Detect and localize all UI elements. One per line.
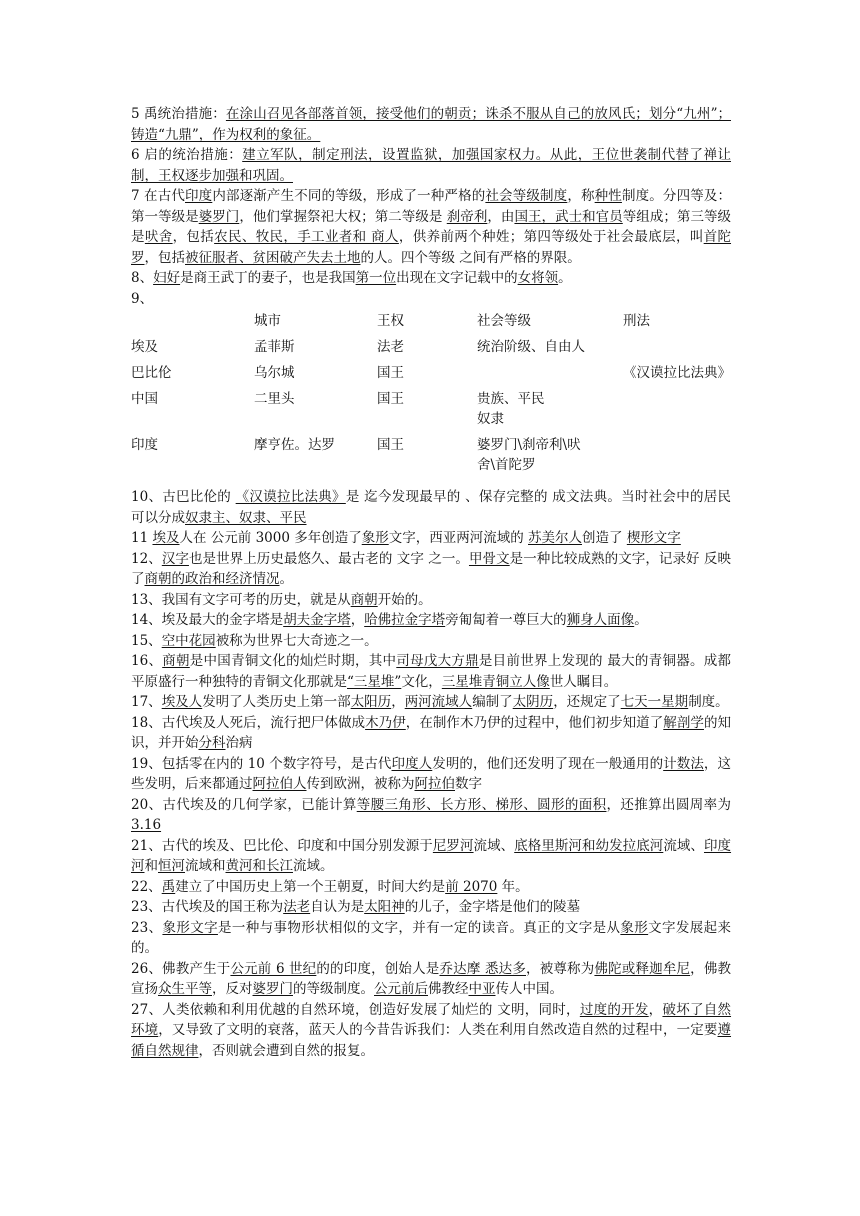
underlined-text: “三星堆” bbox=[347, 673, 402, 690]
underlined-text: 埃及人 bbox=[161, 694, 203, 710]
paragraph bbox=[131, 487, 731, 528]
paragraph bbox=[131, 959, 731, 1000]
underlined-text: 哈佛拉金字塔 bbox=[364, 612, 446, 628]
text-span: 发明了人类历史上第一部 bbox=[202, 694, 351, 710]
text-span: 世人瞩目。 bbox=[549, 673, 618, 690]
table-row bbox=[131, 337, 731, 363]
text-span: ，佛教宣扬 bbox=[131, 960, 732, 997]
underlined-text: 妇好 bbox=[153, 270, 181, 286]
paragraph bbox=[131, 1000, 731, 1062]
text-span: 传到欧洲，被称为 bbox=[306, 776, 415, 792]
underlined-text: 中亚 bbox=[468, 981, 496, 997]
table-cell: 贵族、平民 奴隶 bbox=[477, 391, 545, 427]
paragraph bbox=[131, 754, 731, 795]
table-cell: 乌尔城 bbox=[254, 365, 295, 381]
text-span: 佛教经 bbox=[428, 981, 469, 997]
text-span: 。 bbox=[634, 612, 648, 628]
text-span: 流域和 bbox=[185, 858, 226, 874]
underlined-text: 前 2070 bbox=[445, 878, 498, 895]
text-span: 14、埃及最大的金字塔是 bbox=[131, 612, 284, 628]
text-span: 人在 公元前 3000 多年创造了 bbox=[179, 530, 362, 546]
text-span: ，供养前两个种姓；第四等级处于社会最底层，叫 bbox=[398, 229, 704, 245]
table-cell: 国王 bbox=[377, 365, 404, 381]
underlined-text: 尼罗河 bbox=[432, 837, 474, 854]
text-span: ，还规定了 bbox=[553, 694, 621, 710]
paragraph bbox=[131, 186, 731, 268]
table-cell: 法老 bbox=[377, 339, 404, 355]
text-span: 传人中国。 bbox=[495, 981, 563, 997]
table-cell: 中国 bbox=[131, 391, 158, 407]
text-span: ， bbox=[648, 1001, 663, 1018]
text-span: 流域、 bbox=[663, 837, 704, 854]
table-header-row bbox=[131, 311, 731, 337]
underlined-text: 商朝的政治和经济情况 bbox=[144, 571, 280, 587]
text-span: 创造了 bbox=[582, 530, 627, 546]
text-span: 。 bbox=[558, 270, 572, 286]
underlined-text: 象形 bbox=[620, 919, 649, 936]
underlined-text: 汉字 bbox=[161, 550, 189, 567]
text-span: 23、古代埃及的国王称为 bbox=[131, 899, 284, 915]
underlined-text: 七天一星期 bbox=[620, 694, 689, 710]
underlined-text: 法老 bbox=[283, 899, 311, 915]
text-span: 18、古代埃及人死后，流行把尸体做成 bbox=[131, 714, 366, 731]
text-span: 是 迄今发现最早的 、保存完整的 成文法典。当时社会中的居民可以分成 bbox=[131, 489, 732, 526]
text-span: 等组成；第三等级是 bbox=[131, 208, 732, 245]
underlined-text: 印度河 bbox=[131, 837, 732, 874]
text-span: 是商王武丁的妻子，也是我国 bbox=[180, 270, 356, 286]
underlined-text: 商朝 bbox=[350, 591, 378, 608]
underlined-text: 奴隶主、奴隶、平民 bbox=[185, 509, 307, 526]
table-cell: 二里头 bbox=[254, 391, 295, 407]
table-cell bbox=[623, 435, 731, 481]
paragraph bbox=[131, 836, 731, 877]
text-span: 的儿子，金字塔是他们的陵墓 bbox=[404, 899, 581, 915]
underlined-text: 众生平等 bbox=[158, 981, 212, 997]
underlined-text: 阿拉伯 bbox=[414, 776, 455, 792]
underlined-text: 首陀罗 bbox=[131, 229, 732, 266]
text-span: 治病 bbox=[225, 735, 253, 751]
underlined-text: 吠舍 bbox=[144, 229, 173, 245]
table-cell: 统治阶级、自由人 bbox=[477, 339, 585, 355]
text-span: 旁匍匐着一尊巨大的 bbox=[445, 612, 567, 628]
table-cell: 国王 bbox=[377, 391, 404, 407]
underlined-text: 佛陀或释迦牟尼 bbox=[594, 960, 691, 977]
table-header-cell: 社会等级 bbox=[477, 313, 531, 329]
underlined-text: 社会等级制度 bbox=[485, 188, 568, 204]
text-span: 和 bbox=[144, 858, 158, 874]
underlined-text: 《汉谟拉比法典》 bbox=[235, 489, 346, 505]
text-span: 是中国青铜文化的灿烂时期，其中 bbox=[189, 653, 397, 669]
text-span: 7 在古代 bbox=[131, 188, 185, 204]
text-span: 制度。 bbox=[688, 694, 729, 710]
underlined-text: 3.16 bbox=[131, 817, 162, 833]
underlined-text: 恒河 bbox=[158, 858, 185, 874]
paragraph bbox=[131, 590, 731, 611]
table-cell: 孟菲斯 bbox=[254, 339, 295, 355]
table-header-cell: 城市 bbox=[254, 313, 281, 329]
text-span: 9、 bbox=[131, 290, 154, 307]
paragraph bbox=[131, 713, 731, 754]
paragraphs-bottom bbox=[131, 487, 736, 1061]
text-span: 的知识，并开始 bbox=[131, 714, 732, 751]
table-cell: 印度 bbox=[131, 437, 158, 453]
text-span: ，被尊称为 bbox=[526, 960, 595, 977]
paragraph bbox=[131, 104, 731, 145]
underlined-text: 过度的开发 bbox=[579, 1001, 649, 1018]
underlined-text: 建立军队，制定刑法，设置监狱，加强国家权力。从此，王位世袭制代替了禅让制，王权逐步加强和巩固。 bbox=[131, 147, 731, 184]
text-span: 流域、 bbox=[473, 837, 515, 854]
paragraphs-top bbox=[131, 104, 731, 309]
underlined-text: 太阴历 bbox=[512, 694, 554, 710]
underlined-text: 底格里斯河和幼发拉底河 bbox=[514, 837, 664, 854]
underlined-text: 太阳神 bbox=[364, 899, 405, 915]
underlined-text: 遵循自然规律 bbox=[131, 1022, 732, 1059]
underlined-text: 公元前后 bbox=[374, 981, 428, 997]
text-span: 编制了 bbox=[472, 694, 513, 710]
text-span: 15、 bbox=[131, 632, 162, 649]
text-span: 12、 bbox=[131, 550, 162, 567]
underlined-text: 狮身人面像 bbox=[566, 612, 635, 628]
text-span: 6 启的统治措施： bbox=[131, 147, 243, 163]
underlined-text: 解剖学 bbox=[663, 714, 704, 731]
text-span: 年。 bbox=[497, 878, 529, 895]
underlined-text: 国王，武士和官员 bbox=[514, 208, 623, 225]
underlined-text: 分科 bbox=[198, 735, 226, 751]
paragraph bbox=[131, 289, 731, 310]
text-span: ，反对 bbox=[212, 981, 253, 997]
table-row bbox=[131, 363, 731, 389]
underlined-text: 太阳历 bbox=[350, 694, 392, 710]
text-span: ，这些发明，后来都通过 bbox=[131, 755, 732, 792]
text-span: 被称为世界七大奇迹之一。 bbox=[215, 632, 378, 649]
underlined-text: 司母戊大方鼎 bbox=[396, 653, 479, 669]
text-span: ， bbox=[391, 694, 405, 710]
text-span: 是一种与事物形状相似的文字，并有一定的读音。真正的文字是从 bbox=[217, 919, 621, 936]
text-span: 是一种比较成熟的文字，记录好 反映了 bbox=[131, 550, 732, 587]
underlined-text: 象形 bbox=[361, 530, 389, 546]
text-span: 22、 bbox=[131, 878, 162, 895]
underlined-text: 计数法 bbox=[663, 755, 704, 772]
underlined-text: 黄河和长江 bbox=[225, 858, 293, 874]
text-span: ，包括 bbox=[144, 249, 185, 266]
table-row bbox=[131, 435, 731, 481]
document-page bbox=[131, 104, 736, 1061]
paragraph bbox=[131, 795, 736, 836]
underlined-text: 阿拉伯人 bbox=[252, 776, 307, 792]
text-span: ，否则就会遭到自然的报复。 bbox=[198, 1042, 374, 1059]
underlined-text: 刹帝利 bbox=[446, 208, 488, 225]
paragraph bbox=[131, 651, 731, 692]
text-span: 23、 bbox=[131, 919, 163, 936]
table-cell: 《汉谟拉比法典》 bbox=[623, 365, 731, 381]
text-span: 的人。四个等级 之间有严格的界限。 bbox=[360, 249, 581, 266]
paragraph bbox=[131, 897, 731, 918]
text-span: 也是世界上历史最悠久、最古老的 文字 之一。 bbox=[188, 550, 469, 567]
paragraph bbox=[131, 610, 731, 631]
paragraph bbox=[131, 692, 731, 713]
underlined-text: 乔达摩 悉达多 bbox=[439, 960, 527, 977]
underlined-text: 禹 bbox=[161, 878, 176, 895]
text-span: ，由 bbox=[487, 208, 515, 225]
text-span: 8、 bbox=[131, 270, 154, 286]
paragraph bbox=[131, 549, 731, 590]
table-cell: 摩亨佐。达罗 bbox=[254, 437, 335, 453]
paragraph bbox=[131, 631, 731, 652]
underlined-text: 甲骨文 bbox=[468, 550, 510, 567]
underlined-text: 胡夫金字塔 bbox=[283, 612, 351, 628]
underlined-text: 埃及 bbox=[152, 530, 180, 546]
text-span: 内部逐渐产生不同的等级，形成了一种严格的 bbox=[212, 188, 486, 204]
paragraph bbox=[131, 268, 731, 289]
text-span: ，他们掌握祭祀大权；第二等级是 bbox=[239, 208, 447, 225]
text-span: 发明的，他们还发明了现在一般通用的 bbox=[432, 755, 664, 772]
text-span: 19、包括零在内的 10 个数字符号，是古代 bbox=[131, 755, 392, 772]
text-span: 文字发展起来的。 bbox=[131, 919, 732, 956]
table-cell: 婆罗门\刹帝利\吠 舍\首陀罗 bbox=[477, 437, 581, 473]
underlined-text: 印度人 bbox=[391, 755, 433, 772]
underlined-text: 破坏了自然环境 bbox=[131, 1001, 732, 1038]
text-span: 文字，西亚两河流域的 bbox=[388, 530, 529, 546]
underlined-text: 在涂山召见各部落首领，接受他们的朝贡；诛杀不服从自己的放风氏；划分“九州”；铸造“九鼎”，作为权利的象征。 bbox=[131, 106, 731, 143]
underlined-text: 公元前 6 世纪 bbox=[230, 960, 317, 977]
paragraph bbox=[131, 145, 731, 186]
underlined-text: 等腰三角形、长方形、梯形、圆形的面积 bbox=[356, 796, 607, 813]
text-span: ，还推算出圆周率为 bbox=[606, 796, 736, 813]
table-cell: 国王 bbox=[377, 437, 404, 453]
text-span: 13、我国有文字可考的历史，就是从 bbox=[131, 591, 351, 608]
table-row bbox=[131, 389, 731, 435]
underlined-text: 第一位 bbox=[355, 270, 397, 286]
underlined-text: 三星堆青铜立人像 bbox=[441, 673, 550, 690]
underlined-text: 农民、牧民，手工业者和 商人 bbox=[214, 229, 399, 245]
text-span: ，又导致了文明的衰落，蓝天人的今昔告诉我们：人类在利用自然改造自然的过程中，一定要 bbox=[158, 1022, 718, 1038]
text-span: 27、人类依赖和利用优越的自然环境，创造好发展了灿烂的 文明，同时， bbox=[131, 1001, 580, 1018]
text-span: 文化， bbox=[401, 673, 442, 690]
table-cell bbox=[623, 389, 731, 435]
text-span: 10、古巴比伦的 bbox=[131, 489, 236, 505]
text-span: 。 bbox=[279, 571, 293, 587]
table-header-cell bbox=[131, 311, 254, 337]
table-cell bbox=[477, 363, 623, 389]
underlined-text: 苏美尔人 bbox=[528, 530, 583, 546]
paragraph bbox=[131, 528, 731, 549]
text-span: 16、 bbox=[131, 653, 163, 669]
text-span: 出现在文字记载中的 bbox=[396, 270, 518, 286]
comparison-table bbox=[131, 311, 731, 481]
underlined-text: 商朝 bbox=[162, 653, 190, 669]
text-span: 20、古代埃及的几何学家，已能计算 bbox=[131, 796, 357, 813]
text-span: 17、 bbox=[131, 694, 162, 710]
paragraph bbox=[131, 918, 731, 959]
text-span: ，称 bbox=[567, 188, 595, 204]
underlined-text: 种性 bbox=[594, 188, 622, 204]
underlined-text: 两河流域人 bbox=[404, 694, 473, 710]
underlined-text: 婆罗门 bbox=[198, 208, 240, 225]
text-span: 数字 bbox=[455, 776, 482, 792]
text-span: 26、佛教产生于 bbox=[131, 960, 231, 977]
text-span: ， bbox=[350, 612, 365, 628]
underlined-text: 象形文字 bbox=[162, 919, 218, 936]
table-cell: 埃及 bbox=[131, 339, 158, 355]
underlined-text: 女将领 bbox=[517, 270, 559, 286]
table-cell bbox=[623, 337, 731, 363]
text-span: 11 bbox=[131, 530, 153, 546]
underlined-text: 印度 bbox=[185, 188, 213, 204]
text-span: ，在制作木乃伊的过程中，他们初步知道了 bbox=[405, 714, 664, 731]
underlined-text: 被征服者、贫困破产失去土地 bbox=[185, 249, 361, 266]
text-span: 开始的。 bbox=[377, 591, 432, 608]
text-span: 建立了中国历史上第一个王朝夏，时间大约是 bbox=[175, 878, 446, 895]
underlined-text: 木乃伊 bbox=[365, 714, 406, 731]
text-span: 21、古代的埃及、巴比伦、印度和中国分别发源于 bbox=[131, 837, 433, 854]
paragraph bbox=[131, 877, 731, 898]
table-cell: 巴比伦 bbox=[131, 365, 172, 381]
text-span: 的的印度，创始人是 bbox=[316, 960, 440, 977]
underlined-text: 楔形文字 bbox=[626, 530, 681, 546]
table-header-cell: 刑法 bbox=[623, 313, 650, 329]
text-span: 自认为是 bbox=[310, 899, 365, 915]
table-header-cell: 王权 bbox=[377, 313, 404, 329]
text-span: 是目前世界上发现的 最大的青铜器。成都平原盛行一种独特的青铜文化那就是 bbox=[131, 653, 732, 690]
text-span: ，包括 bbox=[172, 229, 215, 245]
underlined-text: 空中花园 bbox=[161, 632, 216, 649]
text-span: 制度。分四等及：第一等级是 bbox=[131, 188, 732, 225]
text-span: 5 禹统治措施： bbox=[131, 106, 226, 122]
underlined-text: 婆罗门 bbox=[252, 981, 293, 997]
text-span: 的等级制度。 bbox=[293, 981, 374, 997]
text-span: 流域。 bbox=[293, 858, 334, 874]
